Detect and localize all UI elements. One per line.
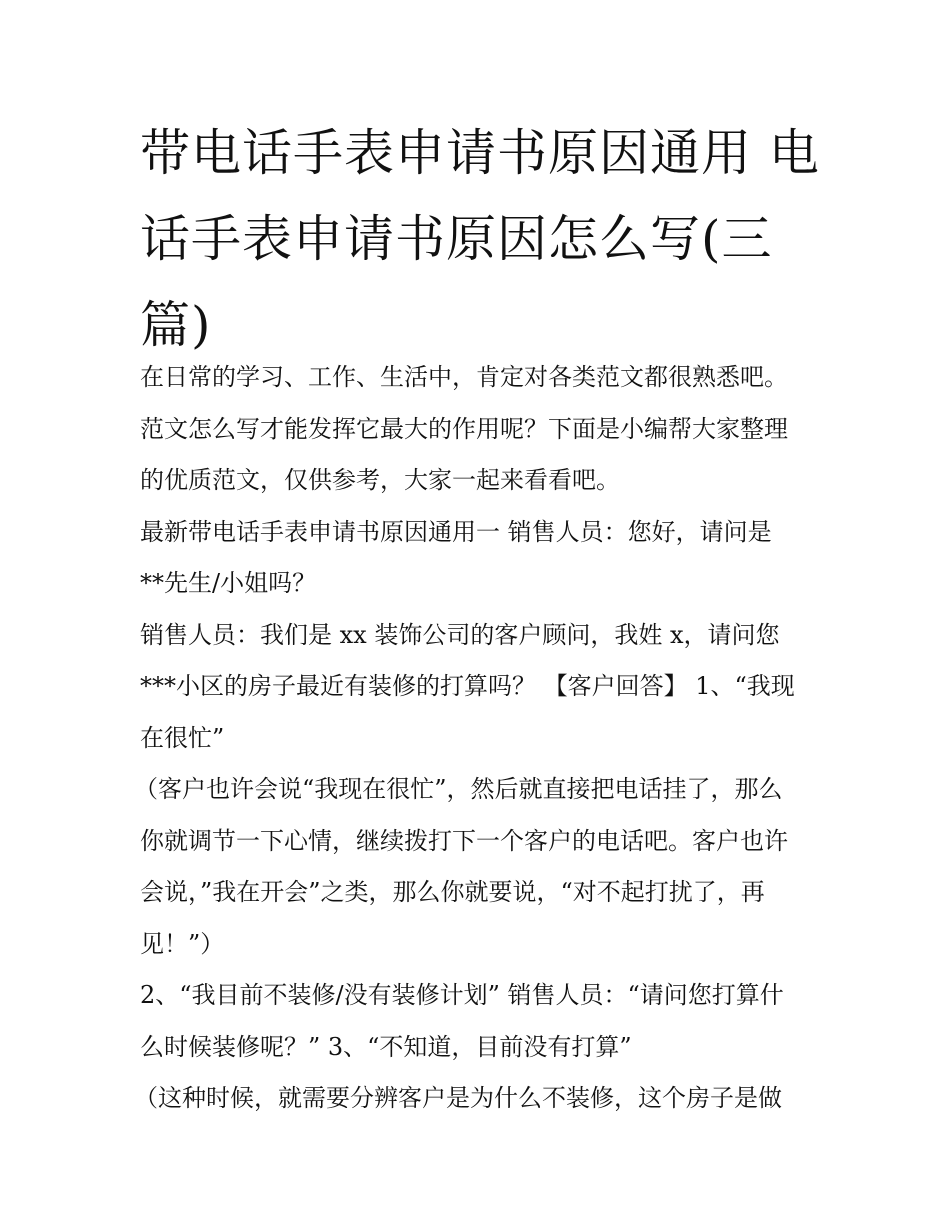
document-body xyxy=(134,352,830,1125)
body-line: 范文怎么写才能发挥它最大的作用呢？下面是小编帮大家整理 xyxy=(140,414,788,443)
title-line-3: 篇) xyxy=(140,296,212,354)
body-line: 的优质范文，仅供参考，大家一起来看看吧。 xyxy=(140,466,620,494)
body-line: 会说，”我在开会”之类，那么你就要说，“对不起打扰了，再 xyxy=(140,878,765,906)
body-line: 在日常的学习、工作、生活中，肯定对各类范文都很熟悉吧。 xyxy=(140,363,788,391)
title-line-2: 话手表申请书原因怎么写(三 xyxy=(140,210,773,268)
body-line: **先生/小姐吗？ xyxy=(140,569,317,597)
title-line-1: 带电话手表申请书原因通用 电 xyxy=(140,124,820,182)
body-line: 最新带电话手表申请书原因通用一 销售人员：您好，请问是 xyxy=(140,517,772,546)
body-line: 你就调节一下心情，继续拨打下一个客户的电话吧。客户也许 xyxy=(140,826,788,855)
body-line: 2、“我目前不装修/没有装修计划” 销售人员：“请问您打算什 xyxy=(140,981,784,1009)
body-line: 销售人员：我们是 xx 装饰公司的客户顾问，我姓 x，请问您 xyxy=(140,620,780,649)
body-line: （客户也许会说“我现在很忙”，然后就直接把电话挂了，那么 xyxy=(134,775,783,803)
document-title xyxy=(140,110,820,368)
body-line: （这种时候，就需要分辨客户是为什么不装修，这个房子是做 xyxy=(134,1084,782,1112)
body-line: 在很忙” xyxy=(140,723,225,752)
body-line: 见！”） xyxy=(140,929,225,958)
body-line: 么时候装修呢？” 3、“不知道，目前没有打算” xyxy=(140,1032,632,1061)
body-line: ***小区的房子最近有装修的打算吗？ 【客户回答】 1、“我现 xyxy=(140,672,795,700)
